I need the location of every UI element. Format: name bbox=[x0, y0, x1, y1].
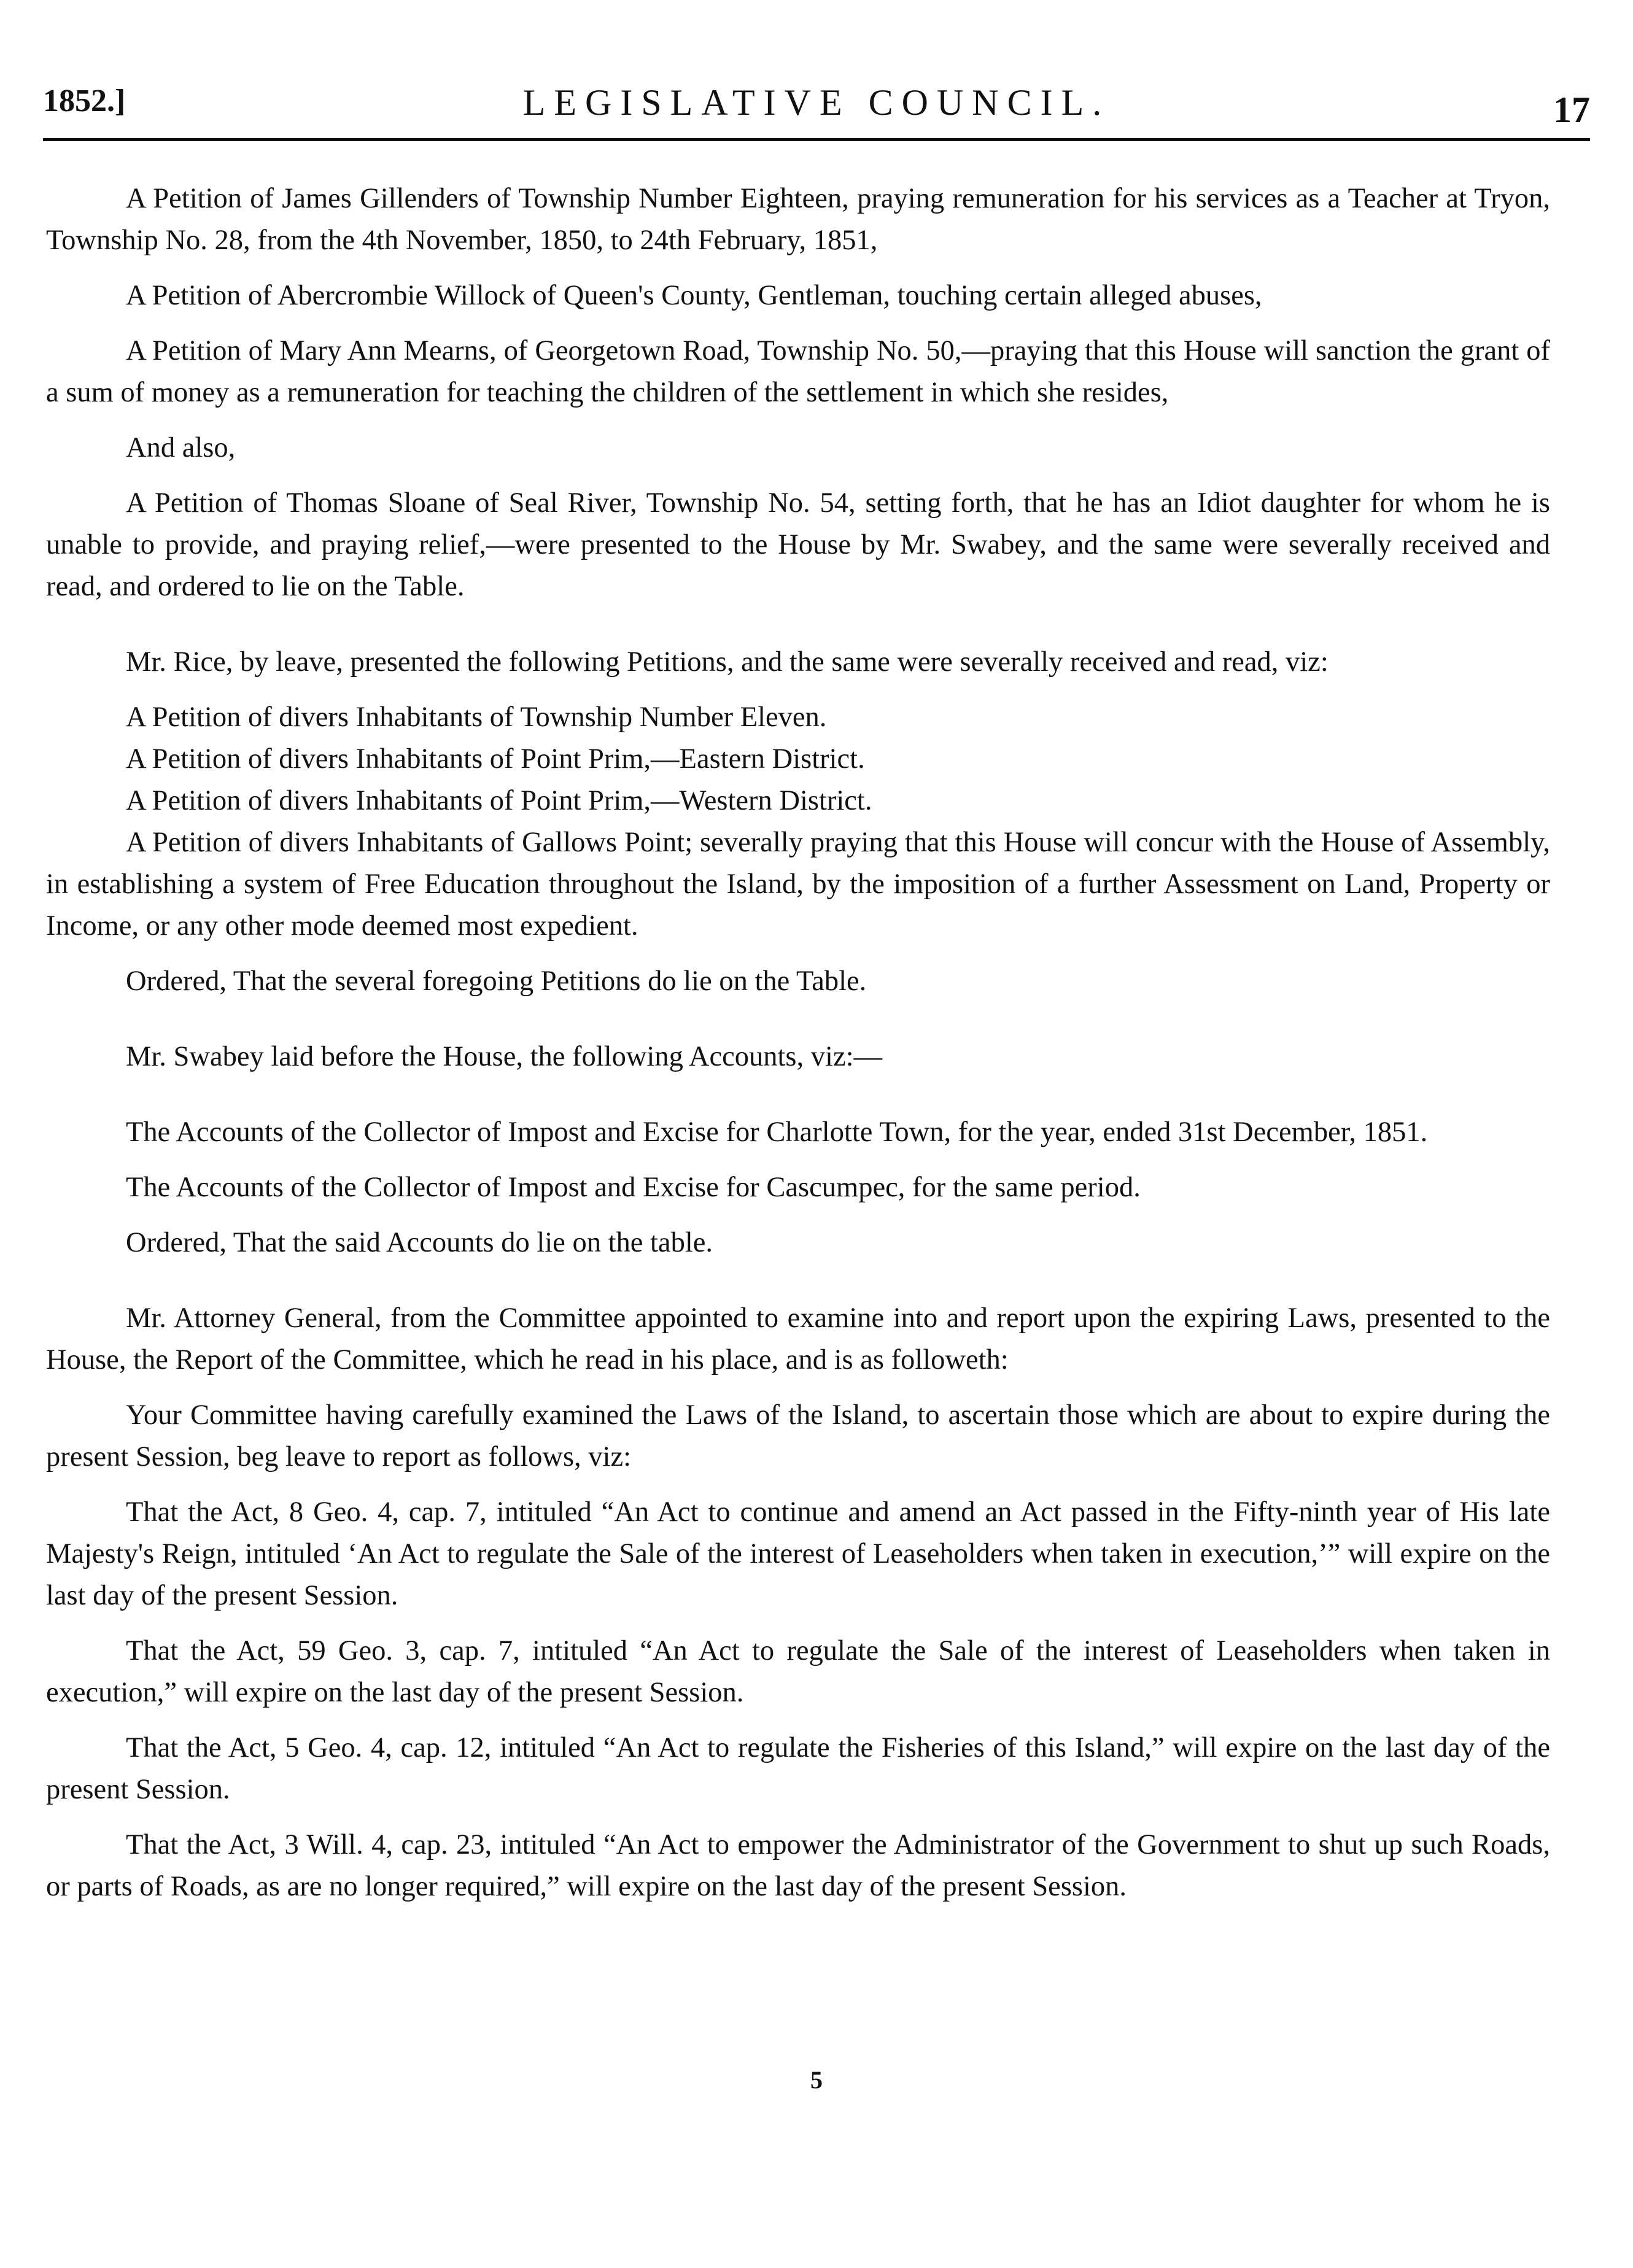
paragraph-act-3-will-4: That the Act, 3 Will. 4, cap. 23, intituled “An Act to empower the Administrator of the Government to shut up such Roads, or parts of Roads, as are no longer required,” will expire on the last day of the present Session. bbox=[46, 1829, 1550, 1902]
header-year: 1852.] bbox=[43, 83, 126, 118]
paragraph-act-5-geo-4: That the Act, 5 Geo. 4, cap. 12, intituled “An Act to regulate the Fisheries of this Island,” will expire on the last day of the present Session. bbox=[46, 1732, 1550, 1805]
document-body bbox=[46, 178, 1550, 1908]
paragraph-act-8-geo-4: That the Act, 8 Geo. 4, cap. 7, intituled “An Act to continue and amend an Act passed in the Fifty-ninth year of His late Majesty's Reign, intituled ‘An Act to regulate the Sale of the interest of Leaseholders when taken in execution,’” will expire on the last day of the present Session. bbox=[46, 1496, 1550, 1611]
paragraph-gallows-point: A Petition of divers Inhabitants of Gallows Point; severally praying that this House will concur with the House of Assembly, in establishing a system of Free Education throughout the Island, by the imposition of a further Assessment on Land, Property or Income, or any other mode deemed most expedient. bbox=[46, 827, 1550, 942]
paragraph-cascumpec-accounts: The Accounts of the Collector of Impost and Excise for Cascumpec, for the same period. bbox=[126, 1172, 1141, 1203]
paragraph-attorney-general: Mr. Attorney General, from the Committee appointed to examine into and report upon the expiring Laws, presented to the House, the Report of the Committee, which he read in his place, and is as followeth: bbox=[46, 1302, 1550, 1376]
paragraph-committee-report: Your Committee having carefully examined the Laws of the Island, to ascertain those which are about to expire during the present Session, beg leave to report as follows, viz: bbox=[46, 1399, 1550, 1473]
paragraph-point-prim-west: A Petition of divers Inhabitants of Point Prim,—Western District. bbox=[126, 785, 872, 816]
paragraph-swabey-accounts: Mr. Swabey laid before the House, the following Accounts, viz:— bbox=[126, 1041, 883, 1072]
paragraph-point-prim-east: A Petition of divers Inhabitants of Point Prim,—Eastern District. bbox=[126, 743, 865, 775]
paragraph-sloane-petition: A Petition of Thomas Sloane of Seal River, Township No. 54, setting forth, that he has an Idiot daughter for whom he is unable to provide, and praying relief,—were presented to the House by Mr. Swabey, and the same were severally received and read, and ordered to lie on the Table. bbox=[46, 487, 1550, 602]
header-title: LEGISLATIVE COUNCIL. bbox=[522, 82, 1111, 123]
paragraph-willock-petition: A Petition of Abercrombie Willock of Queen's County, Gentleman, touching certain alleged abuses, bbox=[126, 280, 1262, 311]
page-number: 17 bbox=[1553, 90, 1590, 130]
paragraph-and-also: And also, bbox=[126, 432, 236, 463]
signature-mark: 5 bbox=[810, 2066, 823, 2094]
page-header bbox=[43, 71, 1590, 141]
paragraph-charlotte-town-accounts: The Accounts of the Collector of Impost and Excise for Charlotte Town, for the year, ended 31st December, 1851. bbox=[126, 1117, 1428, 1148]
paragraph-rice-petitions: Mr. Rice, by leave, presented the following Petitions, and the same were severally received and read, viz: bbox=[126, 646, 1329, 678]
paragraph-township-eleven: A Petition of divers Inhabitants of Township Number Eleven. bbox=[126, 702, 827, 733]
paragraph-mearns-petition: A Petition of Mary Ann Mearns, of Georgetown Road, Township No. 50,—praying that this House will sanction the grant of a sum of money as a remuneration for teaching the children of the settlement in which she resides, bbox=[46, 335, 1550, 408]
paragraph-gillenders-petition: A Petition of James Gillenders of Township Number Eighteen, praying remuneration for his services as a Teacher at Tryon, Township No. 28, from the 4th November, 1850, to 24th February, 1851, bbox=[46, 183, 1550, 256]
paragraph-ordered-accounts: Ordered, That the said Accounts do lie on the table. bbox=[126, 1227, 713, 1258]
paragraph-ordered-petitions: Ordered, That the several foregoing Petitions do lie on the Table. bbox=[126, 966, 867, 997]
paragraph-act-59-geo-3: That the Act, 59 Geo. 3, cap. 7, intituled “An Act to regulate the Sale of the interest of Leaseholders when taken in execution,” will expire on the last day of the present Session. bbox=[46, 1635, 1550, 1708]
